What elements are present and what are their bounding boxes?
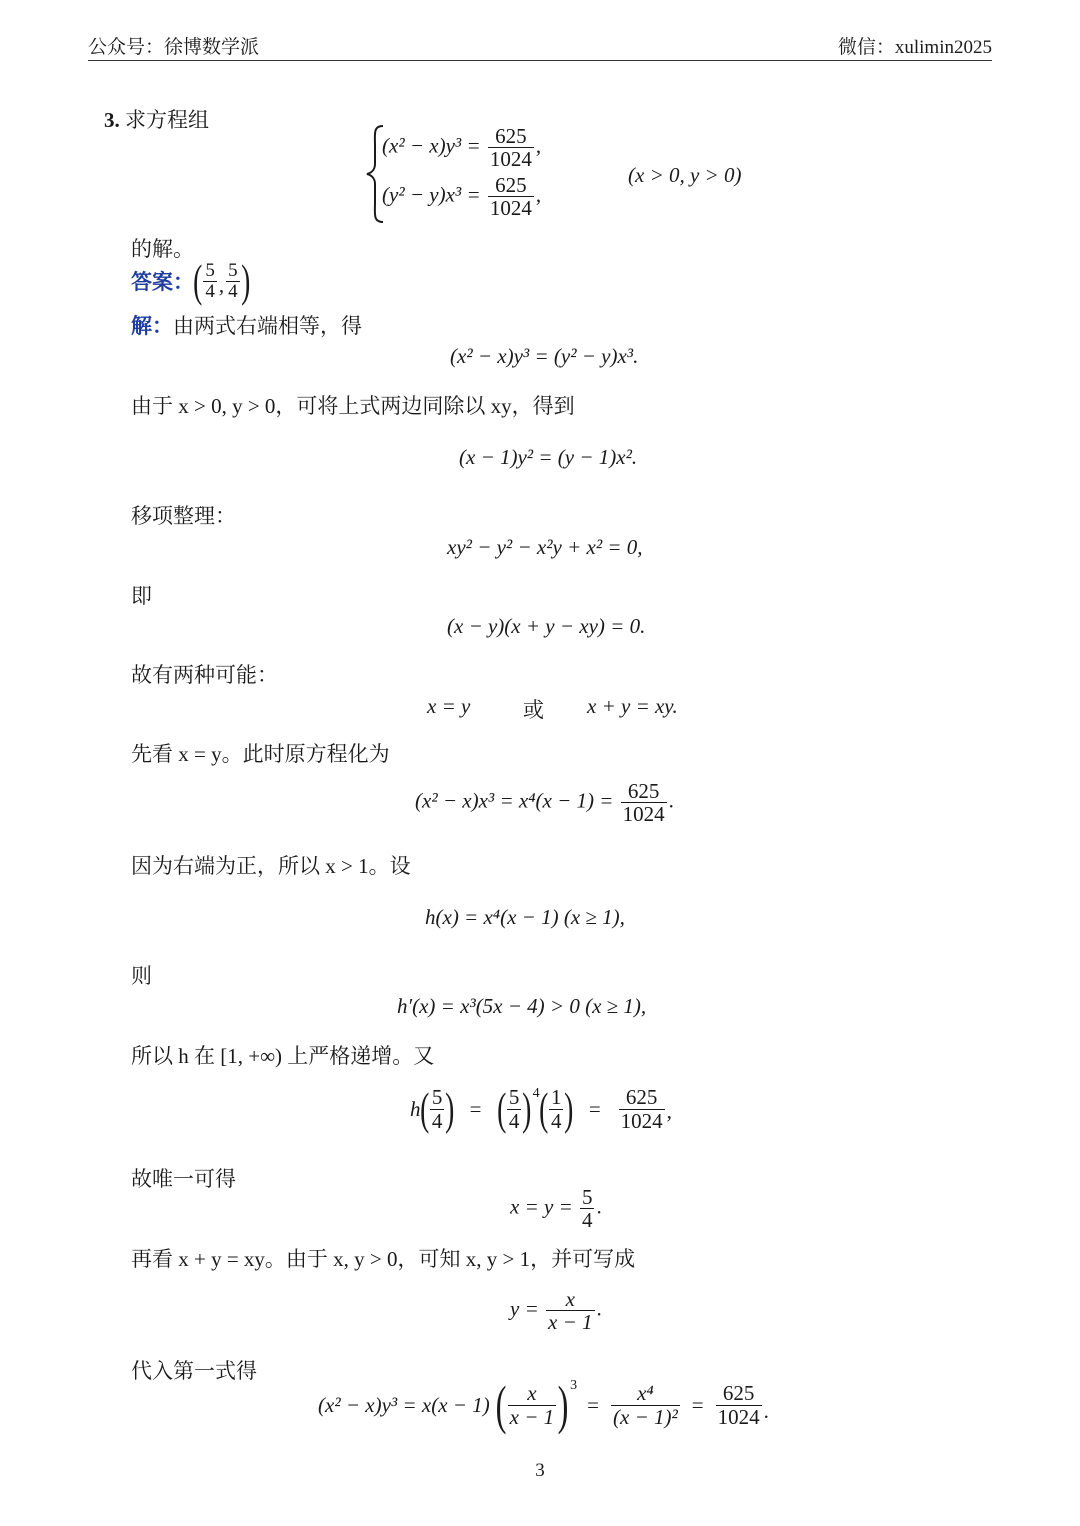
text-10: 故唯一可得: [131, 1167, 236, 1191]
solution-intro: 解：由两式右端相等，得: [131, 314, 362, 338]
fraction: $\frac{5}{4}$: [431, 1085, 443, 1133]
equation-3: xy² − y² − x²y + x² = 0,: [447, 535, 643, 559]
fraction: $\frac{x}{x - 1}$: [509, 1381, 555, 1429]
system-equation-2: (y² − y)x³ = $\frac{625}{1024}$ ,: [382, 173, 542, 221]
fraction: $\frac{1}{4}$: [550, 1085, 562, 1133]
text-6: 先看 x = y。此时原方程化为: [131, 742, 390, 766]
text-12: 代入第一式得: [131, 1359, 257, 1383]
fraction: $\frac{5}{4}$: [228, 259, 238, 302]
text-4: 即: [131, 584, 152, 608]
equation-5-or: 或: [523, 698, 544, 722]
fraction: $\frac{5}{4}$: [508, 1085, 520, 1133]
fraction: $\frac{625}{1024}$: [489, 173, 532, 221]
equation-1: (x² − x)y³ = (y² − y)x³.: [450, 344, 639, 368]
system-equation-1: (x² − x)y³ = $\frac{625}{1024}$ ,: [382, 124, 542, 172]
page-header: [88, 30, 992, 61]
equation-4: (x − y)(x + y − xy) = 0.: [447, 614, 646, 638]
text-9: 所以 h 在 [1, +∞) 上严格递增。又: [131, 1044, 435, 1068]
fraction: $\frac{625}{1024}$: [622, 779, 665, 827]
equation-5-left: x = y: [427, 694, 471, 718]
text-5: 故有两种可能：: [131, 663, 278, 687]
problem-title: 求方程组: [125, 108, 209, 132]
equation-6: (x² − x)x³ = x⁴(x − 1) = $\frac{625}{1024}$ .: [415, 779, 674, 827]
equation-12: (x² − x)y³ = x(x − 1) ( $\frac{x}{x - 1}$ ) 3 = $\frac{\text{x⁴}}{\text{(x − 1)²}}$ = $\frac{625}{1024}$ .: [318, 1375, 769, 1435]
fraction: $\frac{x}{x - 1}$: [548, 1287, 593, 1335]
problem-heading: [104, 104, 209, 134]
text-2: 由于 x > 0, y > 0，可将上式两边同除以 xy，得到: [131, 394, 575, 418]
equation-5-right: x + y = xy.: [587, 694, 678, 718]
equation-7: h(x) = x⁴(x − 1) (x ≥ 1),: [425, 905, 625, 929]
text-11: 再看 x + y = xy。由于 x, y > 0，可知 x, y > 1，并可写成: [131, 1247, 636, 1271]
equation-8: h′(x) = x³(5x − 4) > 0 (x ≥ 1),: [397, 994, 647, 1018]
answer-label: 答案：: [131, 270, 194, 294]
fraction: $\frac{\text{x⁴}}{\text{(x − 1)²}}$: [613, 1381, 678, 1429]
fraction: $\frac{5}{4}$: [205, 259, 215, 302]
equation-2: (x − 1)y² = (y − 1)x².: [459, 445, 638, 469]
text-8: 则: [131, 964, 152, 988]
fraction: $\frac{5}{4}$: [581, 1185, 593, 1233]
fraction: $\frac{625}{1024}$: [717, 1381, 760, 1429]
equation-9: h ( $\frac{5}{4}$ ) = ( $\frac{5}{4}$ ) 4 ( $\frac{1}{4}$ ) = $\frac{625}{1024}$ ,: [410, 1083, 672, 1134]
text-3: 移项整理：: [131, 504, 236, 528]
solution-label: 解：: [131, 314, 173, 338]
system-condition: (x > 0, y > 0): [628, 163, 742, 187]
page-number: 3: [535, 1460, 545, 1481]
answer-line: 答案： ( $\frac{5}{4}$ , $\frac{5}{4}$ ): [131, 255, 250, 306]
text-7: 因为右端为正，所以 x > 1。设: [131, 854, 411, 878]
problem-number: 3.: [104, 108, 120, 132]
problem-ending: 的解。: [131, 237, 194, 261]
equation-10: x = y = $\frac{5}{4}$ .: [510, 1185, 602, 1233]
header-right: 微信：xulimin2025: [837, 37, 992, 58]
fraction: $\frac{625}{1024}$: [489, 124, 532, 172]
equation-11: y = $\frac{x}{x - 1}$ .: [510, 1287, 602, 1335]
fraction: $\frac{625}{1024}$: [620, 1085, 663, 1133]
header-left: 公众号：徐博数学派: [88, 37, 260, 58]
